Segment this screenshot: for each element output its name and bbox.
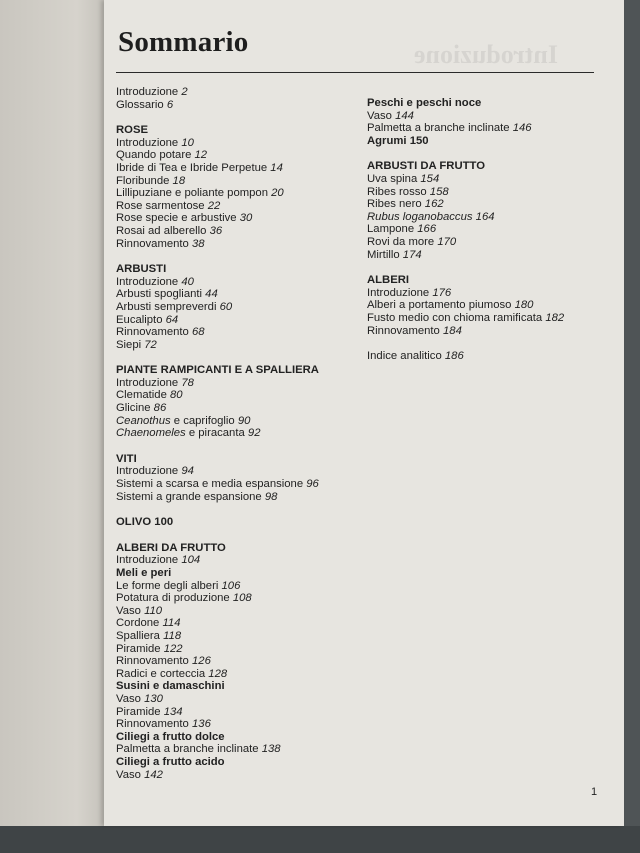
toc-entry: [367, 249, 607, 262]
toc-page-number: 128: [208, 667, 228, 680]
toc-entry: [116, 162, 356, 175]
toc-entry-text: Introduzione: [116, 86, 179, 98]
toc-section-heading: [367, 160, 607, 173]
toc-entry: [367, 186, 607, 199]
toc-entry-text: Clematide: [116, 389, 167, 402]
toc-section-heading: [116, 542, 356, 555]
toc-entry: [116, 86, 356, 99]
spacer: [367, 337, 607, 350]
toc-entry-text: ALBERI DA FRUTTO: [116, 541, 226, 554]
toc-entry: [116, 339, 356, 352]
toc-entry-text: Rinnovamento: [116, 237, 189, 250]
toc-entry-text: Rinnovamento: [116, 655, 189, 668]
toc-entry-text: Rovi da more: [367, 235, 435, 248]
toc-entry-text: Introduzione: [116, 465, 179, 478]
toc-entry: [116, 592, 356, 605]
toc-entry: [367, 173, 607, 186]
toc-entry-text: Radici e corteccia: [116, 667, 206, 680]
toc-entry: [116, 668, 356, 681]
toc-entry: [367, 236, 607, 249]
toc-entry: [116, 769, 356, 782]
toc-page-number: 106: [221, 579, 241, 592]
toc-subheading: [116, 756, 356, 769]
toc-entry-text: Rinnovamento: [116, 718, 189, 731]
toc-entry: [116, 630, 356, 643]
toc-entry: [116, 175, 356, 188]
toc-entry-italic-text: Rubus loganobaccus: [367, 210, 473, 223]
toc-entry: [116, 276, 356, 289]
toc-entry-text: Introduzione: [367, 286, 430, 299]
toc-page-number: 108: [232, 592, 252, 605]
toc-page-number: 12: [194, 149, 208, 162]
toc-entry-text: e caprifoglio: [170, 414, 235, 427]
toc-page-number: 36: [209, 224, 223, 237]
toc-entry-text: ARBUSTI DA FRUTTO: [367, 160, 485, 173]
toc-entry-text: Rose sarmentose: [116, 199, 205, 212]
toc-subheading: [367, 97, 607, 110]
toc-page-number: 14: [270, 161, 283, 174]
toc-entry-text: Meli e peri: [116, 567, 172, 579]
toc-entry-text: Siepi: [116, 338, 142, 351]
toc-entry-text: ALBERI: [367, 274, 410, 287]
toc-page-number: 72: [144, 338, 157, 351]
toc-entry-italic-text: Ceanothus: [116, 414, 171, 427]
toc-entry-text: Rinnovamento: [116, 326, 189, 339]
toc-page-number: 144: [395, 109, 414, 122]
book-page: [104, 0, 624, 826]
toc-section-heading: [116, 453, 356, 466]
toc-page-number: 130: [144, 692, 163, 705]
toc-entry: [116, 99, 356, 112]
title-rule: [116, 72, 594, 73]
page-number: 1: [591, 786, 598, 798]
toc-page-number: 122: [163, 642, 183, 655]
toc-page-number: 138: [261, 743, 281, 756]
toc-page-number: 126: [192, 655, 211, 668]
toc-entry-text: Palmetta a branche inclinate: [367, 122, 510, 135]
toc-section-heading: [116, 364, 356, 377]
toc-page-number: 18: [172, 174, 186, 187]
toc-page-number: 164: [475, 210, 495, 223]
toc-page-number: 78: [181, 376, 194, 389]
toc-entry: [367, 122, 607, 135]
toc-page-number: 10: [181, 136, 194, 149]
toc-entry-text: Susini e damaschini: [116, 680, 225, 693]
toc-page-number: 134: [163, 705, 183, 718]
toc-page-number: 158: [429, 185, 449, 198]
toc-right-column: [367, 97, 607, 363]
toc-page-number: 60: [219, 300, 233, 313]
toc-entry: [367, 312, 607, 325]
toc-page-number: 162: [424, 198, 444, 211]
toc-entry-text: Eucalipto: [116, 313, 163, 326]
toc-entry: [116, 554, 356, 567]
toc-entry-text: Ibride di Tea e Ibride Perpetue: [116, 161, 268, 174]
toc-page-number: 110: [144, 604, 163, 617]
toc-page-number: 174: [402, 248, 422, 261]
bleed-through-text: Introduzione: [414, 40, 558, 69]
toc-entry-text: Ribes nero: [367, 198, 422, 211]
toc-entry: [116, 149, 356, 162]
toc-page-number: 96: [306, 478, 319, 491]
toc-entry: [116, 137, 356, 150]
toc-page-number: 142: [144, 768, 163, 781]
toc-entry: [367, 299, 607, 312]
toc-entry: [116, 288, 356, 301]
toc-page-number: 146: [512, 122, 532, 135]
toc-entry: [116, 389, 356, 402]
toc-entry: [367, 287, 607, 300]
toc-section-heading: [116, 516, 356, 529]
toc-entry: [116, 465, 356, 478]
toc-entry-text: Ribes rosso: [367, 185, 427, 198]
toc-entry-text: Introduzione: [116, 554, 179, 567]
toc-entry: [116, 326, 356, 339]
toc-entry: [116, 225, 356, 238]
toc-section-heading: [116, 124, 356, 137]
toc-entry-text: Peschi e peschi noce: [367, 97, 482, 109]
toc-entry: [367, 223, 607, 236]
toc-page-number: 176: [432, 286, 452, 299]
toc-entry-text: OLIVO: [116, 516, 152, 529]
toc-page-number: 80: [170, 389, 183, 402]
toc-entry: [116, 643, 356, 656]
toc-entry-text: Rinnovamento: [367, 324, 440, 337]
toc-entry: [367, 198, 607, 211]
toc-page-number: 150: [409, 134, 429, 147]
toc-entry: [116, 655, 356, 668]
toc-left-column: [116, 86, 356, 781]
toc-entry-text: Glossario: [116, 98, 164, 111]
toc-page-number: 90: [237, 414, 251, 427]
book-left-page: [0, 0, 110, 853]
toc-entry-text: Piramide: [116, 705, 161, 718]
toc-entry: [116, 718, 356, 731]
toc-entry: [116, 706, 356, 719]
toc-entry-text: ARBUSTI: [116, 263, 167, 276]
toc-section-heading: [367, 274, 607, 287]
toc-subheading: [116, 567, 356, 580]
toc-entry-italic-text: Chaenomeles: [116, 427, 186, 440]
toc-entry-text: Vaso: [116, 604, 141, 617]
toc-entry: [116, 427, 356, 440]
toc-entry-text: Rose specie e arbustive: [116, 212, 237, 225]
toc-entry-text: Ciliegi a frutto acido: [116, 755, 225, 768]
toc-page-number: 64: [165, 313, 179, 326]
toc-page-number: 94: [181, 465, 194, 478]
toc-page-number: 166: [417, 223, 437, 236]
toc-entry: [116, 605, 356, 618]
toc-entry-text: Ciliegi a frutto dolce: [116, 730, 225, 743]
toc-entry-text: Agrumi: [367, 134, 407, 147]
toc-page-number: 22: [207, 199, 221, 212]
toc-entry-text: Alberi a portamento piumoso: [367, 299, 512, 312]
toc-page-number: 38: [192, 237, 205, 250]
toc-entry: [116, 402, 356, 415]
toc-page-number: 92: [247, 427, 261, 440]
toc-entry-text: Quando potare: [116, 149, 192, 162]
toc-page-number: 40: [181, 275, 194, 288]
toc-page-number: 2: [181, 86, 188, 98]
toc-subheading: [116, 680, 356, 693]
toc-entry-text: Piramide: [116, 642, 161, 655]
toc-page-number: 98: [264, 490, 278, 503]
toc-entry-text: Cordone: [116, 617, 160, 630]
toc-entry-text: Lampone: [367, 223, 415, 236]
toc-entry-text: Arbusti sempreverdi: [116, 300, 217, 313]
toc-subheading: [116, 731, 356, 744]
toc-page-number: 6: [166, 98, 174, 111]
toc-entry-text: Sistemi a grande espansione: [116, 490, 262, 503]
toc-entry-text: ROSE: [116, 124, 149, 137]
toc-page-number: 186: [444, 350, 464, 363]
toc-entry-text: Mirtillo: [367, 248, 400, 261]
toc-entry-text: e piracanta: [185, 427, 245, 440]
toc-entry-text: Vaso: [367, 109, 392, 122]
toc-entry-text: Palmetta a branche inclinate: [116, 743, 259, 756]
toc-page-number: 118: [163, 629, 182, 642]
toc-page-number: 170: [437, 235, 457, 248]
toc-entry-text: Vaso: [116, 768, 141, 781]
toc-entry: [367, 350, 607, 363]
toc-entry-text: PIANTE RAMPICANTI E A SPALLIERA: [116, 364, 319, 377]
toc-page-number: 30: [239, 212, 253, 225]
toc-section-heading: [116, 263, 356, 276]
toc-entry-text: Uva spina: [367, 172, 418, 185]
toc-entry: [116, 491, 356, 504]
toc-entry-text: Floribunde: [116, 174, 170, 187]
toc-entry-text: Glicine: [116, 402, 151, 415]
toc-entry: [116, 314, 356, 327]
toc-entry: [367, 325, 607, 338]
toc-entry-text: Spalliera: [116, 629, 160, 642]
toc-entry-text: Rosai ad alberello: [116, 224, 207, 237]
toc-entry: [116, 187, 356, 200]
toc-entry-text: Introduzione: [116, 136, 179, 149]
toc-entry-text: Le forme degli alberi: [116, 579, 219, 592]
toc-entry: [116, 415, 356, 428]
toc-page-number: 44: [205, 288, 218, 301]
toc-entry-text: Arbusti spoglianti: [116, 288, 203, 301]
toc-page-number: 86: [153, 402, 167, 415]
toc-page-number: 104: [181, 554, 201, 567]
toc-entry: [116, 200, 356, 213]
toc-page-number: 136: [192, 718, 211, 731]
toc-subheading: [367, 135, 607, 148]
toc-entry: [116, 212, 356, 225]
toc-entry: [116, 580, 356, 593]
page-title: Sommario: [118, 26, 249, 58]
toc-entry-text: VITI: [116, 452, 137, 465]
toc-page-number: 100: [154, 516, 174, 529]
toc-page-number: 180: [514, 299, 534, 312]
toc-entry: [116, 301, 356, 314]
toc-entry: [367, 110, 607, 123]
toc-page-number: 154: [420, 172, 440, 185]
toc-entry: [116, 238, 356, 251]
toc-entry-text: Introduzione: [116, 376, 179, 389]
toc-entry: [367, 211, 607, 224]
toc-entry-text: Lillipuziane e poliante pompon: [116, 187, 268, 200]
toc-page-number: 184: [443, 324, 462, 337]
toc-entry-text: Fusto medio con chioma ramificata: [367, 311, 543, 324]
toc-page-number: 182: [545, 311, 565, 324]
toc-entry-text: Indice analitico: [367, 350, 442, 363]
toc-entry: [116, 743, 356, 756]
toc-entry-text: Sistemi a scarsa e media espansione: [116, 478, 304, 491]
toc-page-number: 114: [162, 617, 181, 630]
toc-page-number: 20: [271, 187, 284, 200]
toc-entry-text: Introduzione: [116, 275, 179, 288]
toc-entry: [116, 617, 356, 630]
toc-entry: [116, 693, 356, 706]
toc-entry-text: Vaso: [116, 692, 141, 705]
toc-entry: [116, 478, 356, 491]
toc-entry: [116, 377, 356, 390]
toc-entry-text: Potatura di produzione: [116, 592, 230, 605]
table-surface: [0, 826, 640, 853]
toc-page-number: 68: [192, 326, 205, 339]
